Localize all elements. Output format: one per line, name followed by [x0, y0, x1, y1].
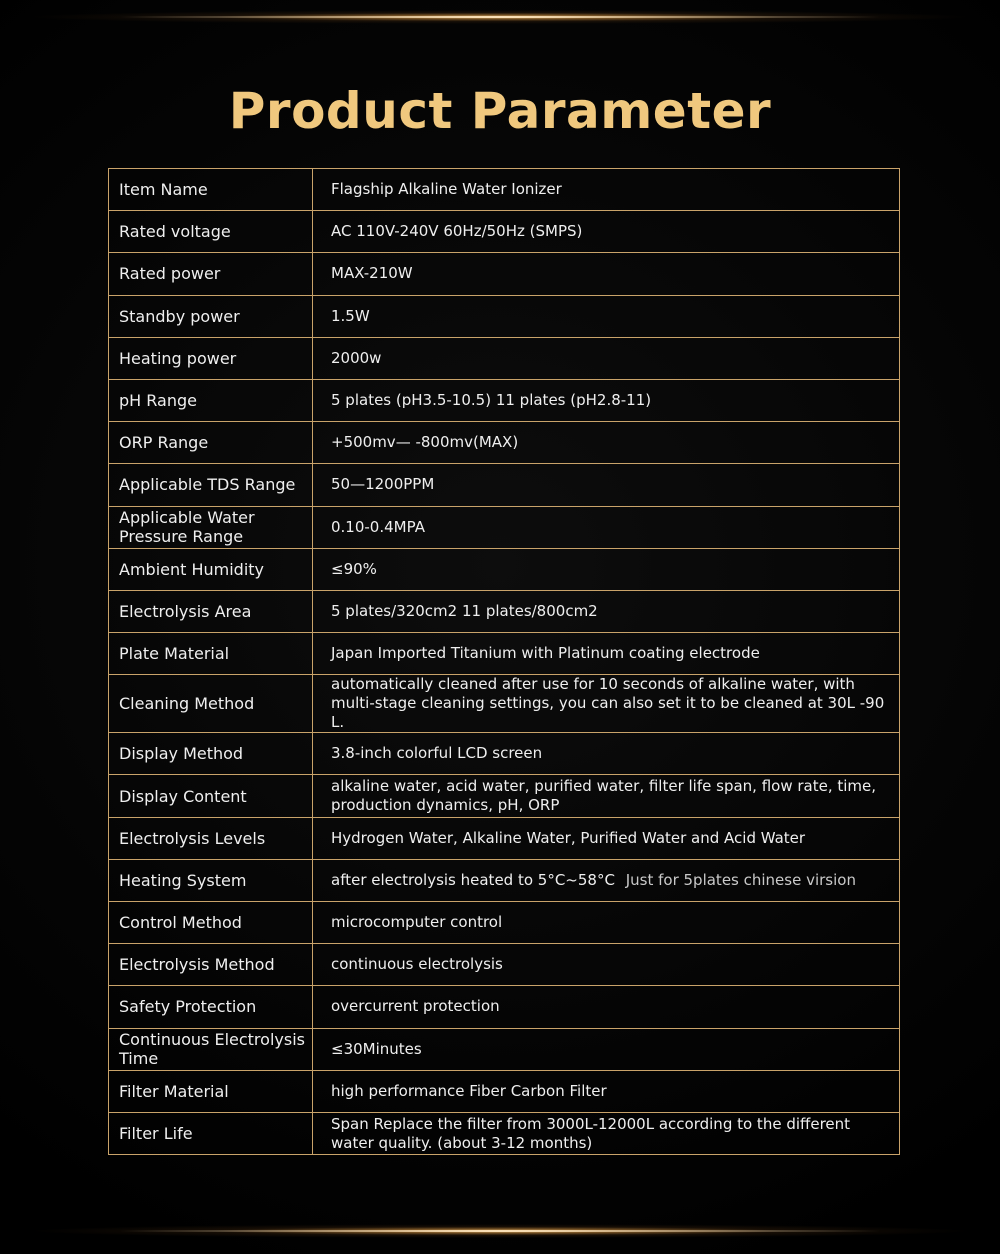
- param-value: 1.5W: [313, 295, 900, 337]
- param-value: Flagship Alkaline Water Ionizer: [313, 169, 900, 211]
- table-row: [109, 1112, 900, 1154]
- table-row: [109, 1070, 900, 1112]
- param-name: Rated voltage: [109, 211, 313, 253]
- table-row: [109, 169, 900, 211]
- param-name: Display Content: [109, 775, 313, 817]
- table-row: [109, 902, 900, 944]
- table-row: [109, 944, 900, 986]
- param-value: overcurrent protection: [313, 986, 900, 1028]
- table-row: [109, 464, 900, 506]
- param-name: Electrolysis Area: [109, 590, 313, 632]
- table-row: [109, 337, 900, 379]
- param-name: Heating power: [109, 337, 313, 379]
- table-row: [109, 859, 900, 901]
- param-value: alkaline water, acid water, purified water, filter life span, flow rate, time, production dynamics, pH, ORP: [313, 775, 900, 817]
- param-value: Span Replace the filter from 3000L-12000L according to the different water quality. (about 3-12 months): [313, 1112, 900, 1154]
- param-value: 5 plates (pH3.5-10.5) 11 plates (pH2.8-11): [313, 379, 900, 421]
- param-name: Applicable TDS Range: [109, 464, 313, 506]
- param-value: 3.8-inch colorful LCD screen: [313, 733, 900, 775]
- param-value: Japan Imported Titanium with Platinum coating electrode: [313, 633, 900, 675]
- table-row: [109, 295, 900, 337]
- param-name: Safety Protection: [109, 986, 313, 1028]
- param-value: ≤30Minutes: [313, 1028, 900, 1070]
- param-value: 2000w: [313, 337, 900, 379]
- table-row: [109, 633, 900, 675]
- param-note: Just for 5plates chinese virsion: [625, 870, 856, 889]
- param-name: Control Method: [109, 902, 313, 944]
- table-row: [109, 211, 900, 253]
- param-name: Electrolysis Method: [109, 944, 313, 986]
- table-row: [109, 817, 900, 859]
- table-row: [109, 1028, 900, 1070]
- param-name: ORP Range: [109, 422, 313, 464]
- bottom-light-line: [120, 1230, 880, 1232]
- param-name: Plate Material: [109, 633, 313, 675]
- table-row: [109, 733, 900, 775]
- param-value: MAX-210W: [313, 253, 900, 295]
- param-value: AC 110V-240V 60Hz/50Hz (SMPS): [313, 211, 900, 253]
- param-value: microcomputer control: [313, 902, 900, 944]
- param-name: Heating System: [109, 859, 313, 901]
- param-value: 0.10-0.4MPA: [313, 506, 900, 548]
- param-name: Continuous Electrolysis Time: [109, 1028, 313, 1070]
- table-row: [109, 422, 900, 464]
- table-row: [109, 548, 900, 590]
- param-value: high performance Fiber Carbon Filter: [313, 1070, 900, 1112]
- param-name: Filter Life: [109, 1112, 313, 1154]
- param-name: Display Method: [109, 733, 313, 775]
- table-row: [109, 506, 900, 548]
- param-value-text: after electrolysis heated to 5°C~58°C: [331, 870, 615, 889]
- param-name: Cleaning Method: [109, 675, 313, 733]
- param-name: Applicable Water Pressure Range: [109, 506, 313, 548]
- table-row: [109, 775, 900, 817]
- param-value: [313, 859, 900, 901]
- param-value: continuous electrolysis: [313, 944, 900, 986]
- param-name: Ambient Humidity: [109, 548, 313, 590]
- param-name: Item Name: [109, 169, 313, 211]
- table-row: [109, 253, 900, 295]
- param-value: 50—1200PPM: [313, 464, 900, 506]
- param-value: 5 plates/320cm2 11 plates/800cm2: [313, 590, 900, 632]
- table-row: [109, 379, 900, 421]
- table-row: [109, 675, 900, 733]
- page-title: Product Parameter: [228, 82, 772, 140]
- param-name: Electrolysis Levels: [109, 817, 313, 859]
- param-value: Hydrogen Water, Alkaline Water, Purified Water and Acid Water: [313, 817, 900, 859]
- table-row: [109, 590, 900, 632]
- param-name: Standby power: [109, 295, 313, 337]
- parameter-table: [108, 168, 900, 1155]
- param-value: +500mv— -800mv(MAX): [313, 422, 900, 464]
- top-light-line: [120, 16, 880, 18]
- param-value: automatically cleaned after use for 10 seconds of alkaline water, with multi-stage cleaning settings, you can also set it to be cleaned at 30L -90 L.: [313, 675, 900, 733]
- table-row: [109, 986, 900, 1028]
- param-name: Filter Material: [109, 1070, 313, 1112]
- param-name: pH Range: [109, 379, 313, 421]
- param-name: Rated power: [109, 253, 313, 295]
- param-value: ≤90%: [313, 548, 900, 590]
